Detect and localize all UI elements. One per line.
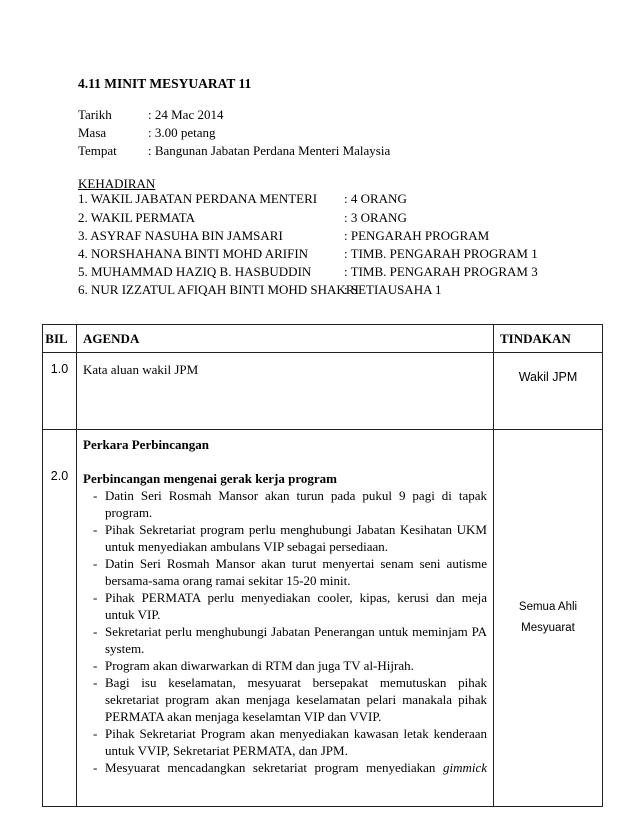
bullet-dash: -: [93, 522, 98, 537]
bullet-dash: -: [93, 488, 98, 503]
list-item: [77, 674, 487, 725]
discussion-points: [77, 487, 493, 776]
minutes-title: 4.11 MINIT MESYUARAT 11: [78, 76, 252, 91]
row-number: 2.0: [43, 430, 77, 807]
point-text: Datin Seri Rosmah Mansor akan turut menyertai senam seni autisme bersama-sama orang ramai sekitar 15-20 minit.: [105, 556, 487, 588]
time-label: Masa: [78, 125, 107, 140]
discussion-cell: [77, 430, 494, 807]
point-text: Pihak Sekretariat program perlu menghubungi Jabatan Kesihatan UKM untuk menyediakan ambulans VIP sebagai persediaan.: [105, 522, 487, 554]
list-item: [77, 725, 487, 759]
discussion-subheading: Perbincangan mengenai gerak kerja program: [83, 471, 337, 486]
bullet-dash: -: [93, 726, 98, 741]
list-item: [77, 589, 487, 623]
list-item: [77, 759, 487, 776]
attendance-name: 5. MUHAMMAD HAZIQ B. HASBUDDIN: [78, 264, 312, 279]
row-number: 1.0: [43, 353, 77, 430]
bullet-dash: -: [93, 624, 98, 639]
agenda-item: Kata aluan wakil JPM: [77, 353, 494, 430]
time-value: : 3.00 petang: [148, 125, 216, 140]
attendance-name: 4. NORSHAHANA BINTI MOHD ARIFIN: [78, 246, 309, 261]
attendance-name: 6. NUR IZZATUL AFIQAH BINTI MOHD SHAKRI: [78, 282, 359, 297]
list-item: [77, 521, 487, 555]
date-label: Tarikh: [78, 107, 112, 122]
action-owner-line: Mesyuarat: [521, 622, 575, 634]
venue-value: : Bangunan Jabatan Perdana Menteri Malaysia: [148, 143, 391, 158]
list-item: [77, 623, 487, 657]
table-row: [43, 353, 603, 430]
bullet-dash: -: [93, 675, 98, 690]
header-tindakan: TINDAKAN: [494, 325, 603, 353]
table-row: [43, 430, 603, 807]
date-value: : 24 Mac 2014: [148, 107, 224, 122]
table-header-row: [43, 325, 603, 353]
attendance-name: 1. WAKIL JABATAN PERDANA MENTERI: [78, 191, 318, 206]
action-owner-line: Semua Ahli: [518, 601, 578, 613]
point-text: Datin Seri Rosmah Mansor akan turun pada pukul 9 pagi di tapak program.: [105, 488, 487, 520]
point-text: Mesyuarat mencadangkan sekretariat program menyediakan: [105, 760, 436, 775]
header-bil: BIL: [43, 325, 77, 353]
attendance-value: : SETIAUSAHA 1: [344, 282, 442, 297]
action-owner: [494, 430, 603, 807]
attendance-value: : PENGARAH PROGRAM: [344, 228, 490, 243]
attendance-name: 3. ASYRAF NASUHA BIN JAMSARI: [78, 228, 283, 243]
section-heading: Perkara Perbincangan: [83, 437, 210, 452]
list-item: [77, 487, 487, 521]
agenda-table: [42, 324, 603, 807]
attendance-value: : 3 ORANG: [344, 210, 407, 225]
point-text: Pihak PERMATA perlu menyediakan cooler, kipas, kerusi dan meja untuk VIP.: [105, 590, 487, 622]
bullet-dash: -: [93, 760, 98, 775]
header-agenda: AGENDA: [77, 325, 494, 353]
bullet-dash: -: [93, 658, 98, 673]
attendance-name: 2. WAKIL PERMATA: [78, 210, 196, 225]
point-text: Pihak Sekretariat Program akan menyediakan kawasan letak kenderaan untuk VVIP, Sekretariat PERMATA, dan JPM.: [105, 726, 487, 758]
bullet-dash: -: [93, 556, 98, 571]
point-text: Program akan diwarwarkan di RTM dan juga TV al-Hijrah.: [105, 658, 414, 673]
attendance-value: : TIMB. PENGARAH PROGRAM 1: [344, 246, 538, 261]
bullet-dash: -: [93, 590, 98, 605]
attendance-value: : TIMB. PENGARAH PROGRAM 3: [344, 264, 538, 279]
action-owner: Wakil JPM: [494, 353, 603, 430]
point-text: Sekretariat perlu menghubungi Jabatan Penerangan untuk meminjam PA system.: [105, 624, 487, 656]
list-item: [77, 555, 487, 589]
point-text: Bagi isu keselamatan, mesyuarat bersepakat memutuskan pihak sekretariat program akan menjaga keselamatan pelari manakala pihak PERMATA akan menjaga keselamtan VIP dan VVIP.: [105, 675, 487, 724]
venue-label: Tempat: [78, 143, 117, 158]
attendance-value: : 4 ORANG: [344, 191, 407, 206]
list-item: [77, 657, 487, 674]
attendance-heading: KEHADIRAN: [78, 176, 156, 191]
point-italic-text: gimmick: [442, 760, 487, 775]
